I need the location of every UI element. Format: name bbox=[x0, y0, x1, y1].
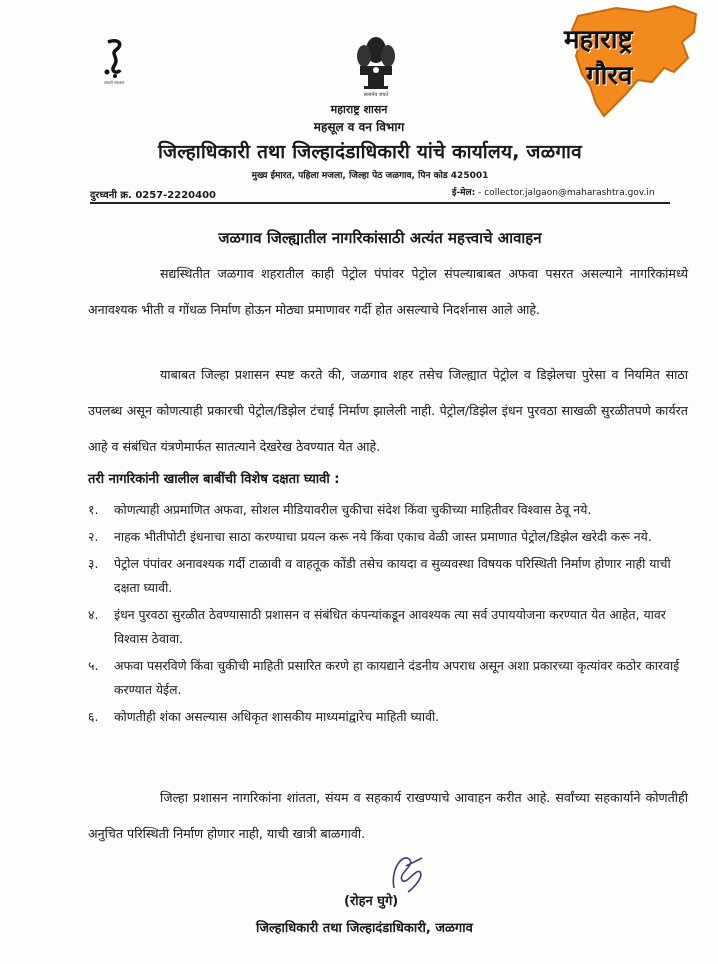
phone-label: दुरध्वनी क्र. bbox=[90, 190, 132, 201]
email-label: ई-मेल: bbox=[452, 188, 476, 198]
list-item-text: कोणत्याही अप्रमाणित अफवा, सोशल मीडियावरील चुकीचा संदेश किंवा चुकीच्या माहितीवर विश्वास ठेवू नये. bbox=[114, 502, 592, 517]
list-item bbox=[88, 654, 688, 702]
signatory-name: (रोहन घुगे) bbox=[344, 894, 399, 909]
aaple-sarkar-logo bbox=[94, 36, 134, 86]
list-item-text: अफवा पसरविणे किंवा चुकीची माहिती प्रसारित करणे हा कायद्याने दंडनीय अपराध असून अशा प्रकारच्या कृत्यांवर कठोर कारवाई करण्यात येईल. bbox=[114, 658, 680, 697]
office-address: मुख्य ईमारत, पहिला मजला, जिल्हा पेठ जळगाव, पिन कोड 425001 bbox=[251, 171, 489, 181]
closing-text: जिल्हा प्रशासन नागरिकांना शांतता, संयम व सहकार्य राखण्याचे आवाहन करीत आहे. सर्वांच्या सहकार्याने कोणतीही अनुचित परिस्थिती निर्माण होणार नाही, याची खात्री बाळगावी. bbox=[88, 790, 688, 841]
list-item bbox=[88, 705, 688, 729]
paragraph-2-text: याबाबत जिल्हा प्रशासन स्पष्ट करते की, जळगाव शहर तसेच जिल्ह्यात पेट्रोल व डिझेलचा पुरेसा व नियमित साठा उपलब्ध असून कोणत्याही प्रकारची पेट्रोल/डिझेल टंचाई निर्माण झालेली नाही. पेट्रोल/डिझेल इंधन पुरवठा साखळी सुरळीतपणे कार्यरत आहे व संबंधित यंत्रणेमार्फत सातत्याने देखरेख ठेवण्यात येत आहे. bbox=[88, 367, 688, 454]
badge-line-2: गौरव bbox=[586, 61, 633, 91]
list-item-text: नाहक भीतीपोटी इंधनाचा साठा करण्याचा प्रयत्न करू नये किंवा एकाच वेळी जास्त प्रमाणात पेट्रोल/डिझेल खरेदी करू नये. bbox=[114, 529, 652, 544]
list-item-text: इंधन पुरवठा सुरळीत ठेवण्यासाठी प्रशासन व संबंधित कंपन्यांकडून आवश्यक त्या सर्व उपाययोजना करण्यात येत आहेत, यावर विश्वास ठेवावा. bbox=[114, 607, 666, 646]
list-item-number: ४. bbox=[88, 607, 99, 622]
header-divider bbox=[90, 202, 670, 204]
paragraph-2 bbox=[88, 357, 688, 465]
office-title: जिल्हाधिकारी तथा जिल्हादंडाधिकारी यांचे कार्यालय, जळगाव bbox=[158, 141, 582, 163]
phone-line bbox=[90, 187, 216, 201]
list-item bbox=[88, 498, 688, 522]
list-item-number: २. bbox=[88, 529, 99, 544]
list-item-text: कोणतीही शंका असल्यास अधिकृत शासकीय माध्यमांद्वारेच माहिती घ्यावी. bbox=[114, 709, 440, 724]
left-logo-caption: आपले सरकार bbox=[103, 80, 125, 85]
list-item-number: ५. bbox=[88, 658, 99, 673]
email-address: - collector.jalgaon@maharashtra.gov.in bbox=[478, 188, 655, 198]
list-item-text: पेट्रोल पंपांवर अनावश्यक गर्दी टाळावी व वाहतूक कोंडी तसेच कायदा व सुव्यवस्था विषयक परिस्थिती निर्माण होणार नाही याची दक्षता घ्यावी. bbox=[114, 556, 671, 595]
badge-line-1: महाराष्ट्र bbox=[564, 25, 633, 55]
paragraph-1-text: सद्यस्थितीत जळगाव शहरातील काही पेट्रोल पंपांवर पेट्रोल संपल्याबाबत अफवा पसरत असल्याने नागरिकांमध्ये अनावश्यक भीती व गोंधळ निर्माण होऊन मोठ्या प्रमाणावर गर्दी होत असल्याचे निदर्शनास आले आहे. bbox=[88, 266, 688, 317]
list-item-number: ६. bbox=[88, 709, 99, 724]
list-item bbox=[88, 525, 688, 549]
signatory-title: जिल्हाधिकारी तथा जिल्हादंडाधिकारी, जळगाव bbox=[256, 921, 473, 936]
state-emblem-icon bbox=[346, 30, 406, 102]
list-item-number: ३. bbox=[88, 556, 99, 571]
paragraph-1 bbox=[88, 256, 688, 328]
closing-paragraph bbox=[88, 780, 688, 852]
list-item-number: १. bbox=[88, 502, 99, 517]
emblem-motto: सत्यमेव जयते bbox=[363, 92, 389, 98]
advisory-list bbox=[88, 498, 688, 732]
phone-number: 0257-2220400 bbox=[135, 190, 217, 201]
department-name: महसूल व वन विभाग bbox=[313, 120, 405, 134]
list-item bbox=[88, 552, 688, 600]
government-name: महाराष्ट्र शासन bbox=[330, 103, 388, 116]
list-item bbox=[88, 603, 688, 651]
list-heading: तरी नागरिकांनी खालील बाबींची विशेष दक्षता घ्यावी : bbox=[88, 472, 340, 487]
subject-heading: जळगाव जिल्ह्यातील नागरिकांसाठी अत्यंत महत्त्वाचे आवाहन bbox=[218, 229, 542, 247]
email-line bbox=[452, 185, 655, 198]
